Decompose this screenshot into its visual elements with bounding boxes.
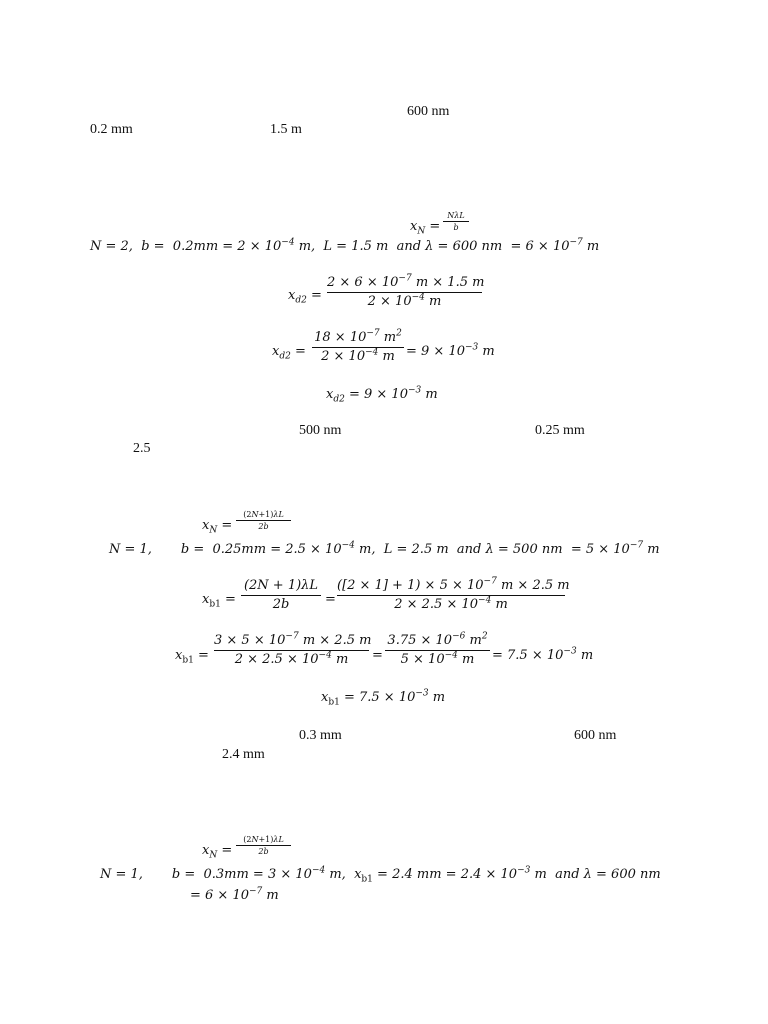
document-page: 600 nm 0.2 mm 1.5 m $x_N$ = NλL b N = 2, $b = 0.2mm = 2 \times 10^{-4}$ m, L = 1.5 m and λ = 600 nm = $6 \times 10^{-7}$ m $x_{d2}$ = $2 \times 6 \times 10^{-7}$ m × 1.5 m $2 \times 10^{-4}$ m $x_{d2}$ = $18 \times 10^{-7}$ $m^2$ $2 \times 10^{-4}$ m = $9 \times 10^{-3}$ m $x_{d2} = 9 \times 10^{-3}$ m 500 nm 0.25 mm 2.5 $x_N$ = (2N+1)λL 2b N = 1, $b = 0.25mm = 2.5 \times 10^{-4}$ m, L = 2.5 m and λ = 500 nm = $5 \times 10^{-7}$ m $x_{b1}$ = (2N + 1)λL 2b = $([2 \times 1] + 1) \times 5 \times 10^{-7}$ m × 2.5 m $2 \times 2.5 \times 10^{-4}$ m $x_{b1}$ = $3 \times 5 \times 10^{-7}$ m × 2.5 m $2 \times 2.5 \times 10^{-4}$ m = $3.75 \times 10^{-6}$ $m^2$ $5 \times 10^{-4}$ m = $7.5 \times 10^{-3}$ m $x_{b1} = 7.5 \times 10^{-3}$ m 0.3 mm 600 nm 2.4 mm $x_N$ = (2N+1)λL 2b N = 1, $b = 0.3mm = 3 \times 10^{-4}$ m, $x_{b1} = 2.4$ mm = $2.4 \times 10^{-3}$ m and λ = 600 nm = $6 \times 10^{-7}$ m	[90, 104, 661, 903]
value-wavelength-3: 600 nm	[574, 728, 617, 743]
givens-line-2: N = 1, $b = 0.25mm = 2.5 \times 10^{-4}$ m, L = 2.5 m and λ = 500 nm = $5 \times 10^{-7}$ m	[109, 540, 660, 557]
givens-line-3: N = 1, $b = 0.3mm = 3 \times 10^{-4}$ m, $x_{b1} = 2.4$ mm = $2.4 \times 10^{-3}$ m and λ = 600 nm	[100, 865, 661, 885]
value-distance-2: 2.5	[133, 441, 151, 456]
value-distance-1: 1.5 m	[270, 122, 302, 137]
value-wavelength-1: 600 nm	[407, 104, 450, 119]
equation-xb1-result: $x_{b1} = 7.5 \times 10^{-3}$ m	[321, 688, 446, 708]
value-fringe-distance-3: 2.4 mm	[222, 747, 265, 762]
value-slit-width-3: 0.3 mm	[299, 728, 342, 743]
value-slit-width-2: 0.25 mm	[535, 423, 585, 438]
givens-line-3-continued: = $6 \times 10^{-7}$ m	[190, 886, 279, 903]
givens-line-1: N = 2, $b = 0.2mm = 2 \times 10^{-4}$ m, L = 1.5 m and λ = 600 nm = $6 \times 10^{-7}$ m	[90, 237, 600, 254]
value-wavelength-2: 500 nm	[299, 423, 342, 438]
equation-xd2-result: $x_{d2} = 9 \times 10^{-3}$ m	[326, 385, 438, 405]
value-slit-width-1: 0.2 mm	[90, 122, 133, 137]
